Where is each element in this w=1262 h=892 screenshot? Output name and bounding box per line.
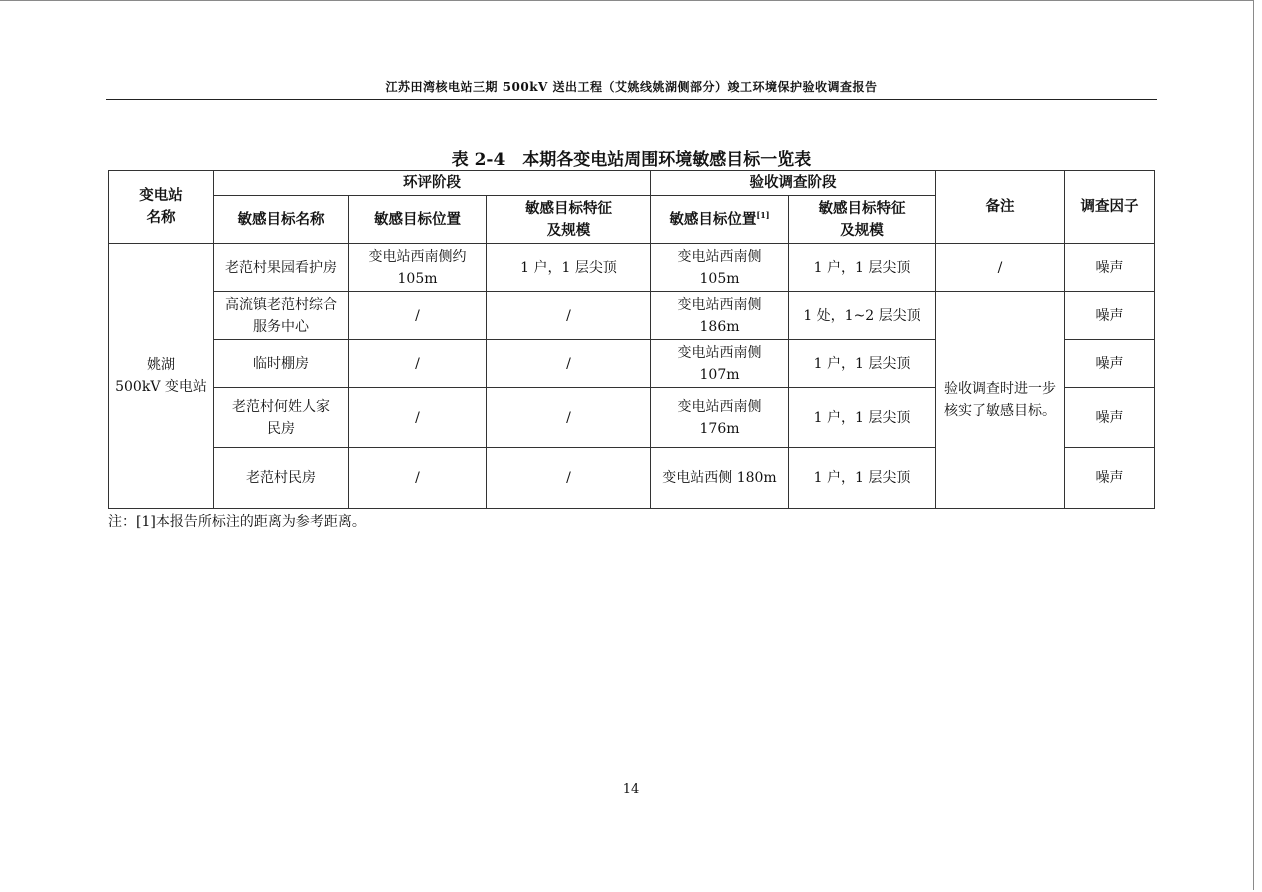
- accept-feature-cell: 1 处，1~2 层尖顶: [789, 292, 936, 340]
- accept-location-cell: 变电站西南侧 107m: [651, 340, 789, 388]
- accept-location-cell: 变电站西南侧 105m: [651, 244, 789, 292]
- target-name-cell: 老范村民房: [214, 448, 349, 509]
- station-name-cell: 姚湖 500kV 变电站: [109, 244, 214, 509]
- eia-location-cell: /: [349, 448, 487, 509]
- header-accept-feature: 敏感目标特征 及规模: [789, 196, 936, 244]
- header-remark: 备注: [936, 171, 1065, 244]
- eia-feature-cell: /: [487, 448, 651, 509]
- merged-remark-cell: 验收调查时进一步核实了敏感目标。: [936, 292, 1065, 509]
- header-eia-phase: 环评阶段: [214, 171, 651, 196]
- header-acceptance-phase: 验收调查阶段: [651, 171, 936, 196]
- table-footnote: 注：[1]本报告所标注的距离为参考距离。: [108, 514, 366, 530]
- header-station-name: 变电站 名称: [109, 171, 214, 244]
- sensitive-targets-table: [108, 170, 1155, 509]
- accept-feature-cell: 1 户，1 层尖顶: [789, 244, 936, 292]
- header-target-name: 敏感目标名称: [214, 196, 349, 244]
- accept-feature-cell: 1 户，1 层尖顶: [789, 448, 936, 509]
- eia-location-cell: /: [349, 340, 487, 388]
- eia-feature-cell: 1 户，1 层尖顶: [487, 244, 651, 292]
- accept-feature-cell: 1 户，1 层尖顶: [789, 388, 936, 448]
- target-name-cell: 老范村何姓人家 民房: [214, 388, 349, 448]
- eia-feature-cell: /: [487, 388, 651, 448]
- header-accept-location: 敏感目标位置[1]: [651, 196, 789, 244]
- survey-factor-cell: 噪声: [1065, 244, 1155, 292]
- survey-factor-cell: 噪声: [1065, 340, 1155, 388]
- eia-feature-cell: /: [487, 340, 651, 388]
- target-name-cell: 临时棚房: [214, 340, 349, 388]
- survey-factor-cell: 噪声: [1065, 292, 1155, 340]
- table-caption: 表 2-4 本期各变电站周围环境敏感目标一览表: [451, 150, 812, 170]
- remark-cell: /: [936, 244, 1065, 292]
- eia-location-cell: /: [349, 292, 487, 340]
- eia-feature-cell: /: [487, 292, 651, 340]
- survey-factor-cell: 噪声: [1065, 388, 1155, 448]
- header-survey-factor: 调查因子: [1065, 171, 1155, 244]
- header-target-location: 敏感目标位置: [349, 196, 487, 244]
- accept-feature-cell: 1 户，1 层尖顶: [789, 340, 936, 388]
- table-row: [109, 292, 1155, 340]
- target-name-cell: 老范村果园看护房: [214, 244, 349, 292]
- accept-location-cell: 变电站西南侧 186m: [651, 292, 789, 340]
- page-number: 14: [622, 782, 640, 797]
- footnote-ref: [1]: [756, 209, 770, 220]
- report-header-title: 江苏田湾核电站三期 500kV 送出工程（艾姚线姚湖侧部分）竣工环境保护验收调查报告: [385, 80, 878, 94]
- accept-location-cell: 变电站西侧 180m: [651, 448, 789, 509]
- target-name-cell: 高流镇老范村综合 服务中心: [214, 292, 349, 340]
- header-divider: [106, 99, 1157, 100]
- eia-location-cell: /: [349, 388, 487, 448]
- eia-location-cell: 变电站西南侧约 105m: [349, 244, 487, 292]
- survey-factor-cell: 噪声: [1065, 448, 1155, 509]
- table-row: [109, 244, 1155, 292]
- header-target-feature: 敏感目标特征 及规模: [487, 196, 651, 244]
- accept-location-cell: 变电站西南侧 176m: [651, 388, 789, 448]
